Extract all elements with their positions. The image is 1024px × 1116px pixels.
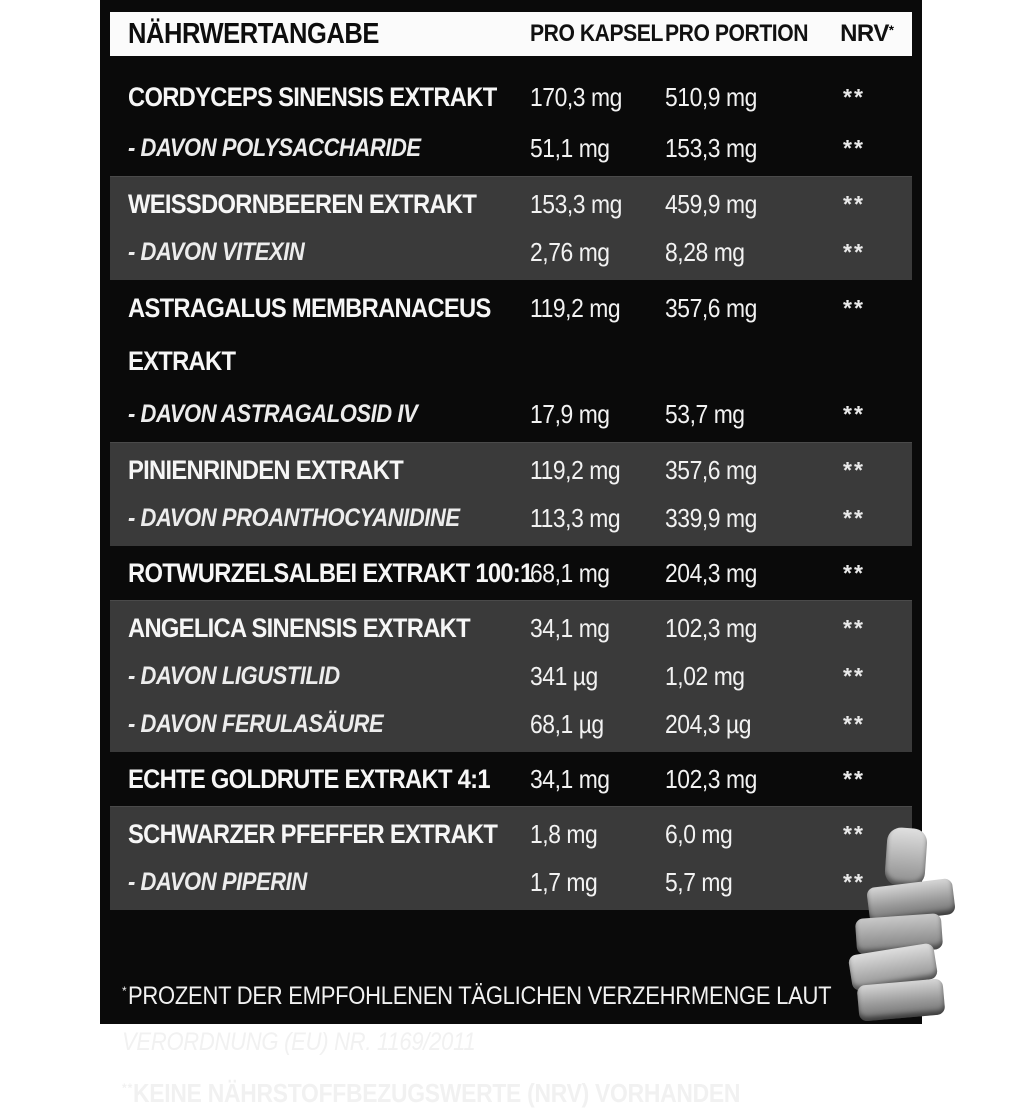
table-row (110, 228, 912, 276)
per-portion-value: 357,6 mg (665, 454, 757, 485)
table-row (110, 446, 912, 494)
per-capsule-value: 341 µg (530, 660, 598, 691)
per-capsule-value: 1,8 mg (530, 818, 598, 849)
nrv-asterisks: ** (843, 456, 865, 483)
col-header-nrv: NRV* (840, 20, 894, 47)
per-portion-value: 1,02 mg (665, 660, 745, 691)
table-row (110, 390, 912, 438)
table-row (110, 858, 912, 906)
table-band (110, 806, 912, 910)
nrv-asterisks: ** (843, 662, 865, 689)
per-capsule-value: 34,1 mg (530, 612, 610, 643)
ingredient-name-line2: EXTRAKT (128, 346, 236, 376)
per-portion-value: 339,9 mg (665, 502, 757, 533)
nrv-asterisks: ** (843, 614, 865, 641)
per-portion-value: 510,9 mg (665, 81, 757, 112)
table-row (110, 652, 912, 700)
per-capsule-value: 113,3 mg (530, 502, 621, 533)
ingredient-subname: - DAVON PROANTHOCYANIDINE (128, 503, 460, 532)
per-portion-value: 357,6 mg (665, 293, 757, 323)
per-portion-value: 459,9 mg (665, 188, 757, 219)
nutrition-panel (100, 0, 922, 1108)
ingredient-subname: - DAVON VITEXIN (128, 237, 305, 266)
table-row (110, 70, 912, 124)
ingredient-name: ANGELICA SINENSIS EXTRAKT (128, 612, 470, 643)
table-band (110, 752, 912, 806)
table-row (110, 752, 912, 806)
nrv-asterisks: ** (843, 559, 865, 586)
nrv-asterisks: ** (843, 710, 865, 737)
table-row (110, 546, 912, 600)
ingredient-name: CORDYCEPS SINENSIS EXTRAKT (128, 81, 497, 112)
ingredient-subname: - DAVON ASTRAGALOSID IV (128, 399, 418, 428)
per-portion-value: 6,0 mg (665, 818, 733, 849)
table-row (110, 810, 912, 858)
per-portion-value: 102,3 mg (665, 612, 757, 643)
nrv-asterisks: ** (843, 820, 865, 847)
footnotes (100, 910, 922, 1116)
col-header-pro-kapsel: PRO KAPSEL (530, 20, 663, 47)
table-band (110, 546, 912, 600)
table-header (110, 12, 912, 56)
ingredient-subname: - DAVON POLYSACCHARIDE (128, 133, 421, 162)
table-row (110, 494, 912, 542)
nrv-asterisks: ** (843, 295, 865, 321)
table-title: NÄHRWERTANGABE (128, 17, 379, 50)
per-capsule-value: 34,1 mg (530, 763, 610, 794)
table-band (110, 66, 912, 176)
per-capsule-value: 1,7 mg (530, 866, 598, 897)
table-row (110, 700, 912, 748)
per-capsule-value: 17,9 mg (530, 398, 610, 429)
ingredient-name: WEISSDORNBEEREN EXTRAKT (128, 188, 477, 219)
footnote-no-nrv: **KEINE NÄHRSTOFFBEZUGSWERTE (NRV) VORHANDEN (122, 1077, 741, 1108)
per-capsule-value: 119,2 mg (530, 293, 621, 323)
ingredient-name: ASTRAGALUS MEMBRANACEUS (128, 293, 491, 323)
per-portion-value: 102,3 mg (665, 763, 757, 794)
table-band (110, 442, 912, 546)
ingredient-name: ECHTE GOLDRUTE EXTRAKT 4:1 (128, 763, 490, 794)
col-header-pro-portion: PRO PORTION (665, 20, 809, 47)
per-capsule-value: 153,3 mg (530, 188, 622, 219)
ingredient-subname: - DAVON LIGUSTILID (128, 661, 340, 690)
per-portion-value: 204,3 mg (665, 557, 757, 588)
footnote-regulation: VERORDNUNG (EU) NR. 1169/2011 (122, 1028, 476, 1057)
ingredient-subname: - DAVON FERULASÄURE (128, 709, 384, 738)
nrv-asterisks: ** (843, 238, 865, 265)
table-band (110, 280, 912, 442)
per-capsule-value: 170,3 mg (530, 81, 622, 112)
ingredient-subname: - DAVON PIPERIN (128, 867, 307, 896)
nrv-asterisks: ** (843, 504, 865, 531)
per-portion-value: 153,3 mg (665, 132, 757, 163)
nrv-asterisk-mark: * (888, 22, 894, 38)
footnote-nrv-definition: *PROZENT DER EMPFOHLENEN TÄGLICHEN VERZEHRMENGE LAUT (122, 982, 831, 1011)
per-portion-value: 5,7 mg (665, 866, 733, 897)
ingredient-name: SCHWARZER PFEFFER EXTRAKT (128, 818, 498, 849)
per-capsule-value: 68,1 mg (530, 557, 610, 588)
table-row (110, 180, 912, 228)
table-row (110, 284, 912, 390)
per-capsule-value: 68,1 µg (530, 708, 604, 739)
per-portion-value: 8,28 mg (665, 236, 745, 267)
nrv-asterisks: ** (843, 83, 865, 110)
nrv-asterisks: ** (843, 134, 865, 161)
per-capsule-value: 2,76 mg (530, 236, 610, 267)
table-row (110, 124, 912, 172)
table-row (110, 604, 912, 652)
nrv-asterisks: ** (843, 190, 865, 217)
table-band (110, 600, 912, 752)
per-portion-value: 204,3 µg (665, 708, 752, 739)
per-portion-value: 53,7 mg (665, 398, 745, 429)
nrv-asterisks: ** (843, 868, 865, 895)
per-capsule-value: 51,1 mg (530, 132, 610, 163)
ingredient-name: ROTWURZELSALBEI EXTRAKT 100:1 (128, 557, 533, 588)
per-capsule-value: 119,2 mg (530, 454, 621, 485)
table-band (110, 176, 912, 280)
ingredient-name: PINIENRINDEN EXTRAKT (128, 454, 404, 485)
nrv-asterisks: ** (843, 400, 865, 427)
nrv-asterisks: ** (843, 765, 865, 792)
